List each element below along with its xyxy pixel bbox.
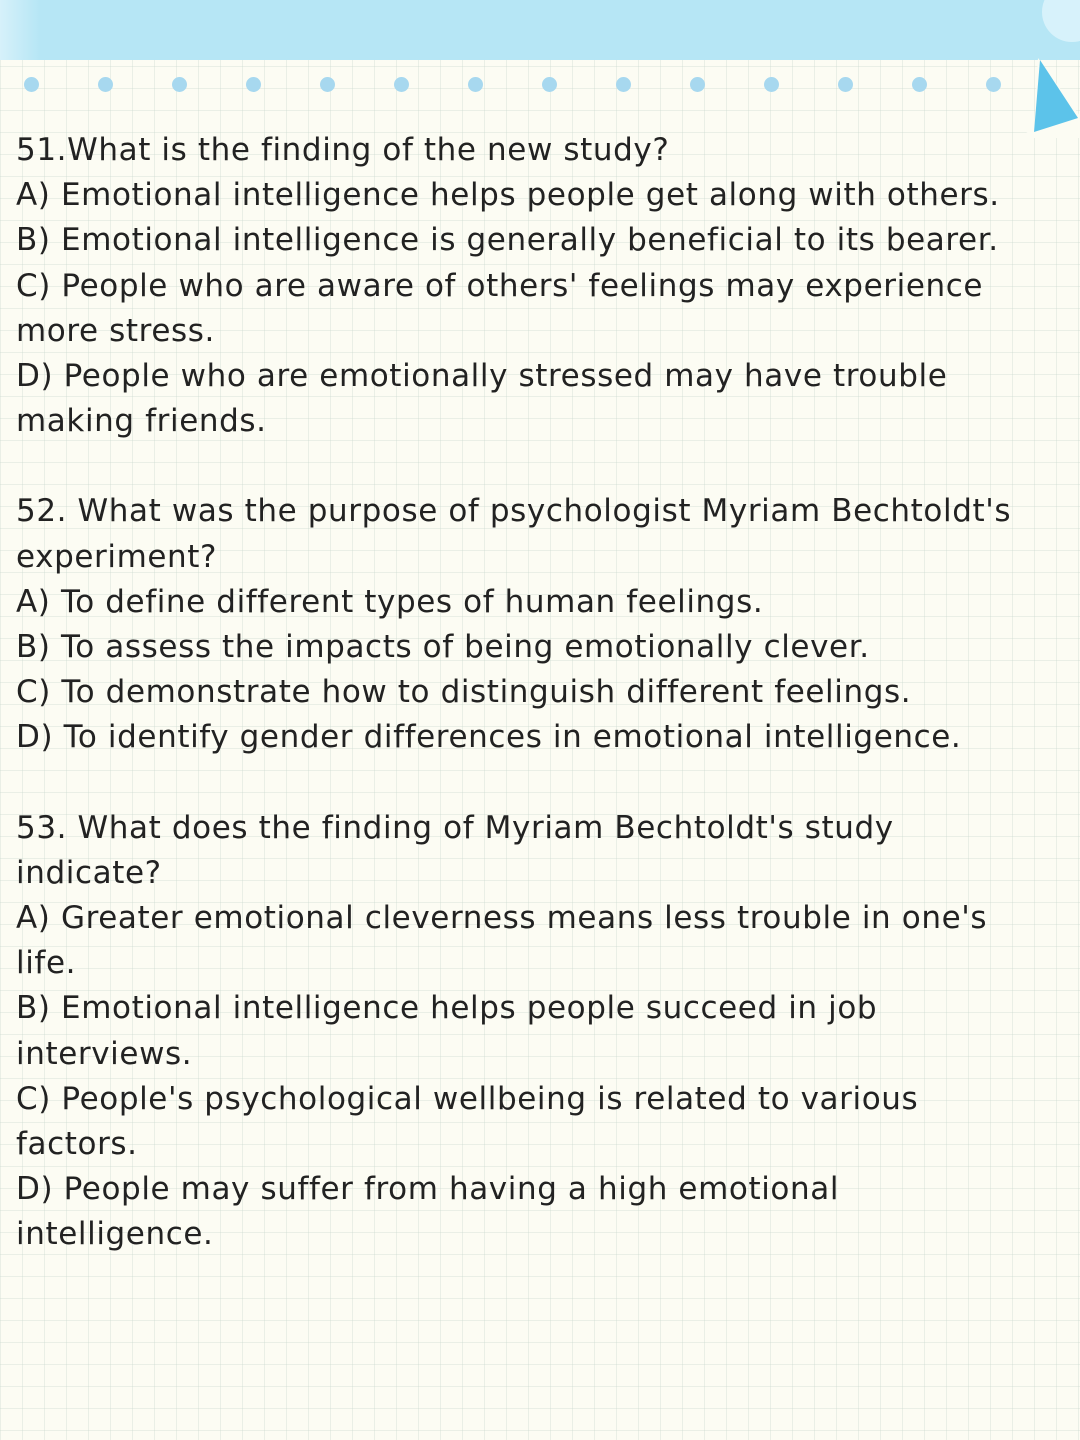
question-53-option-b: B) Emotional intelligence helps people succeed in job xyxy=(16,990,878,1027)
questions-content xyxy=(16,128,1066,1303)
binder-dot xyxy=(320,77,335,92)
header-band xyxy=(0,0,1080,60)
binder-dot xyxy=(690,77,705,92)
question-51 xyxy=(16,128,1066,444)
binder-dot xyxy=(616,77,631,92)
binder-dot xyxy=(246,77,261,92)
question-51-option-d-cont: making friends. xyxy=(16,403,267,440)
question-53-option-d: D) People may suffer from having a high emotional xyxy=(16,1171,840,1208)
binder-dot xyxy=(986,77,1001,92)
question-53-stem-cont: indicate? xyxy=(16,854,162,891)
question-52 xyxy=(16,489,1066,760)
question-52-option-a: A) To define different types of human feelings. xyxy=(16,583,764,620)
binder-dot xyxy=(764,77,779,92)
question-52-stem: 52. What was the purpose of psychologist Myriam Bechtoldt's xyxy=(16,493,1012,530)
binder-dot xyxy=(912,77,927,92)
question-52-option-d: D) To identify gender differences in emotional intelligence. xyxy=(16,719,962,756)
question-53-option-c-cont: factors. xyxy=(16,1126,138,1163)
question-53-option-a: A) Greater emotional cleverness means less trouble in one's xyxy=(16,900,988,937)
question-52-option-c: C) To demonstrate how to distinguish different feelings. xyxy=(16,674,912,711)
question-53-option-b-cont: interviews. xyxy=(16,1035,193,1072)
question-51-option-d: D) People who are emotionally stressed may have trouble xyxy=(16,358,948,395)
question-51-stem: 51.What is the finding of the new study? xyxy=(16,132,670,168)
question-51-option-c-cont: more stress. xyxy=(16,312,215,349)
binder-dot xyxy=(24,77,39,92)
question-53-option-a-cont: life. xyxy=(16,945,77,982)
question-53-stem: 53. What does the finding of Myriam Bechtoldt's study xyxy=(16,809,894,846)
question-51-option-c: C) People who are aware of others' feelings may experience xyxy=(16,267,984,304)
question-52-option-b: B) To assess the impacts of being emotionally clever. xyxy=(16,629,870,666)
binder-dot xyxy=(542,77,557,92)
header-band-shade xyxy=(0,0,40,60)
question-52-stem-cont: experiment? xyxy=(16,538,218,575)
page-corner-fold-icon xyxy=(1018,58,1080,138)
question-53-option-d-cont: intelligence. xyxy=(16,1216,214,1253)
header-bubble-decoration xyxy=(1042,0,1080,42)
binder-dot xyxy=(394,77,409,92)
question-51-option-a: A) Emotional intelligence helps people get along with others. xyxy=(16,177,1000,214)
binder-dot xyxy=(98,77,113,92)
binder-dot xyxy=(172,77,187,92)
question-51-option-b: B) Emotional intelligence is generally beneficial to its bearer. xyxy=(16,222,999,259)
question-53 xyxy=(16,806,1066,1258)
binder-dot xyxy=(838,77,853,92)
binder-dot xyxy=(468,77,483,92)
binder-dots-row xyxy=(0,60,1022,110)
question-53-option-c: C) People's psychological wellbeing is related to various xyxy=(16,1080,919,1117)
